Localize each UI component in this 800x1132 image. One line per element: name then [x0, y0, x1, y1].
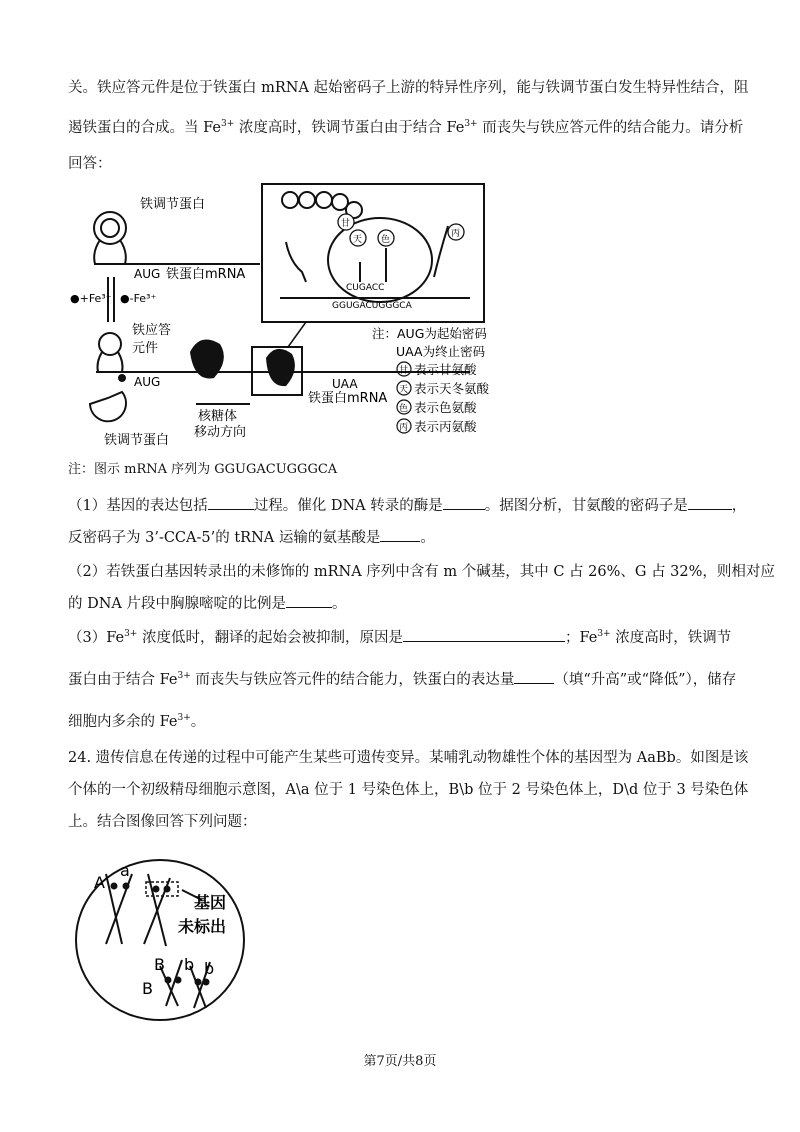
allele-b-2: b — [204, 959, 215, 978]
ribosome-label-2: 移动方向 — [194, 425, 247, 440]
q2-line-1: （2）若铁蛋白基因转录出的未修饰的 mRNA 序列中含有 m 个碱基，其中 C 占 26%、G 占 32%，则相对应 — [68, 564, 775, 580]
q1-blank-1[interactable] — [208, 497, 254, 510]
amino-ala-in-zoom: 丙 — [451, 229, 461, 239]
unlabeled-gene-label-1: 基因 — [194, 893, 227, 912]
ferritin-mrna-top-label: 铁蛋白mRNA — [166, 267, 246, 282]
ire-label-1: 铁应答 — [132, 323, 172, 338]
q2-line-2: 的 DNA 片段中胸腺嘧啶的比例是 。 — [68, 596, 347, 612]
ribosome-label-1: 核糖体 — [198, 409, 238, 424]
spermatocyte-diagram — [70, 848, 250, 1028]
note-ala-icon: 丙 — [399, 423, 409, 433]
q1-line-2: 反密码子为 3’-CCA-5’的 tRNA 运输的氨基酸是 。 — [68, 530, 435, 546]
q1-blank-3[interactable] — [688, 497, 732, 510]
note-line-1: 注：AUG为起始密码 — [372, 326, 487, 341]
allele-B-bottom: B — [142, 979, 153, 998]
aug-top-label: AUG — [134, 267, 161, 281]
para-line-1: 关。铁应答元件是位于铁蛋白 mRNA 起始密码子上游的特异性序列，能与铁调节蛋白发生特异性结合，阻 — [68, 80, 749, 96]
note-line-5: 表示色氨酸 — [414, 400, 477, 415]
q3-line-1: $(3)Fe^{3+}$ 浓度低时，翻译的起始会被抑制，原因是 ；$Fe^{3+}$ 浓度高时，铁调节 — [68, 629, 732, 646]
mrna-sequence-note: 注：图示 mRNA 序列为 GGUGACUGGGCA — [68, 462, 338, 477]
note-trp-icon: 色 — [399, 404, 409, 414]
q24-line-3: 上。结合图像回答下列问题： — [68, 814, 257, 830]
amino-gly-in-zoom: 甘 — [341, 219, 351, 229]
irp-bottom-label: 铁调节蛋白 — [104, 433, 170, 448]
note-line-6: 表示丙氨酸 — [414, 419, 477, 434]
q24-line-1: 24. 遗传信息在传递的过程中可能产生某些可遗传变异。某哺乳动物雄性个体的基因型为 AaBb。如图是该 — [68, 750, 749, 766]
q2-blank[interactable] — [286, 595, 332, 608]
codon-seq-short: CUGACC — [346, 283, 385, 293]
q3-line-2: 蛋白由于结合 $Fe^{3+}$ 而丧失与铁应答元件的结合能力，铁蛋白的表达量 （填“升高”或“降低”），储存 — [68, 671, 737, 688]
allele-A: A — [94, 873, 105, 892]
irp-top-label: 铁调节蛋白 — [140, 197, 206, 212]
q3-blank-reason[interactable] — [403, 629, 565, 642]
note-gly-icon: 甘 — [399, 366, 409, 376]
aug-bottom-label: AUG — [134, 375, 161, 389]
note-asp-icon: 天 — [399, 385, 409, 395]
uaa-label: UAA — [332, 377, 358, 391]
q3-line-3: 细胞内多余的 $Fe^{3+}$。 — [68, 713, 206, 730]
q3-blank-expression[interactable] — [514, 671, 554, 684]
q24-line-2: 个体的一个初级精母细胞示意图，A\a 位于 1 号染色体上，B\b 位于 2 号染色体上，D\d 位于 3 号染色体 — [68, 782, 749, 798]
note-line-3: 表示甘氨酸 — [414, 362, 477, 377]
amino-trp-in-zoom: 色 — [381, 235, 391, 245]
note-line-2: UAA为终止密码 — [396, 344, 486, 359]
q1-line-1: （1）基因的表达包括 过程。催化 DNA 转录的酶是 。据图分析，甘氨酸的密码子是 ， — [68, 498, 747, 514]
unlabeled-gene-label-2: 未标出 — [178, 917, 227, 936]
amino-asp-in-zoom: 天 — [353, 235, 363, 245]
q1-blank-4[interactable] — [380, 529, 420, 542]
ire-label-2: 元件 — [132, 341, 159, 356]
ferritin-mrna-bottom-label: 铁蛋白mRNA — [308, 391, 388, 406]
ferritin-regulation-diagram — [70, 182, 530, 450]
para-line-2: 遏铁蛋白的合成。当 $Fe^{3+}$ 浓度高时，铁调节蛋白由于结合 $Fe^{3+}$ 而丧失与铁应答元件的结合能力。请分析 — [68, 119, 744, 136]
note-line-4: 表示天冬氨酸 — [414, 381, 490, 396]
allele-b-1: b — [184, 955, 195, 974]
para-line-3: 回答： — [68, 156, 112, 172]
fe-minus-label: ●-Fe³⁺ — [120, 292, 157, 305]
allele-a: a — [120, 861, 130, 880]
allele-B-top: B — [154, 955, 165, 974]
q1-blank-2[interactable] — [443, 497, 485, 510]
codon-seq-long: GGUGACUGGGCA — [332, 301, 412, 311]
page-footer: 第7页/共8页 — [363, 1054, 437, 1069]
fe-plus-label: ●+Fe³⁺ — [70, 292, 112, 305]
